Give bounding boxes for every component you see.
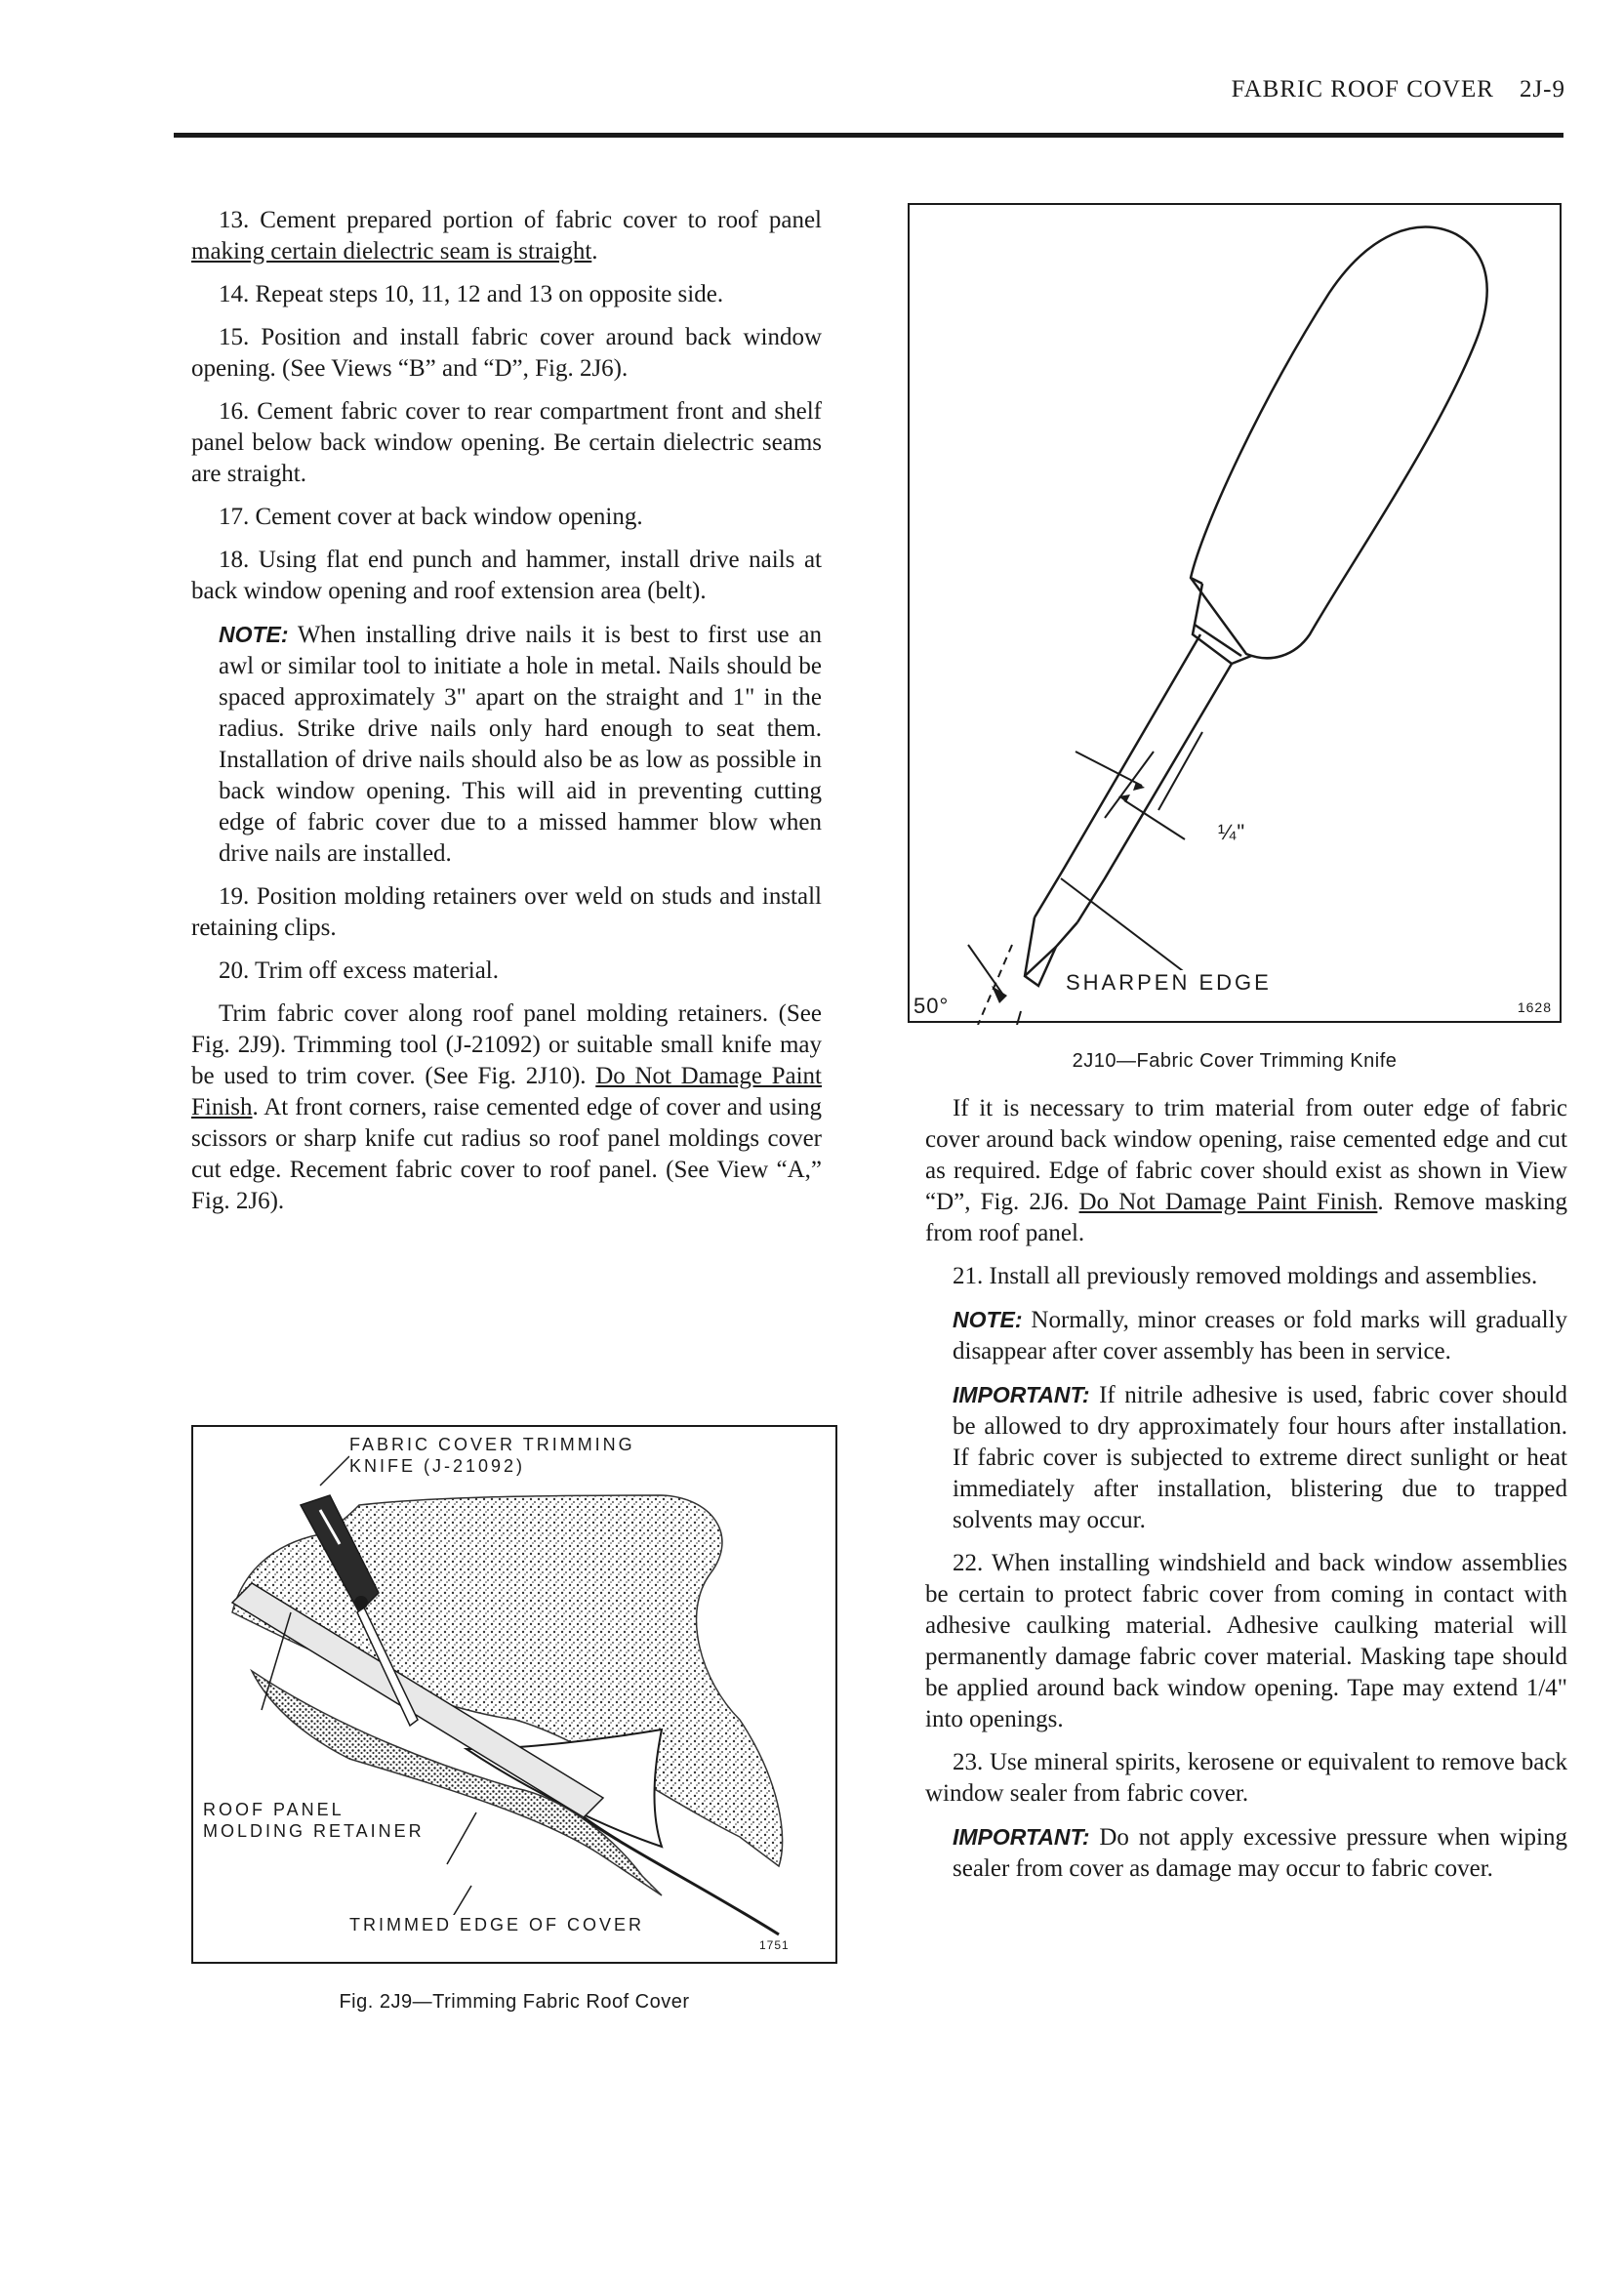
right-column: [925, 1093, 1567, 1896]
caption-2j9: Fig. 2J9—Trimming Fabric Roof Cover: [339, 1991, 690, 2013]
step-16: 16. Cement fabric cover to rear compartment front and shelf panel below back window opening. Be certain dielectric seams are straight.: [191, 398, 822, 487]
label-retainer-line2: MOLDING RETAINER: [203, 1821, 425, 1841]
label-angle: 50°: [914, 994, 950, 1018]
page-number: 2J-9: [1519, 76, 1565, 102]
important-pressure: IMPORTANT: Do not apply excessive pressure when wiping sealer from cover as damage may occur to fabric cover.: [953, 1824, 1567, 1882]
step-14: 14. Repeat steps 10, 11, 12 and 13 on opposite side.: [219, 281, 724, 307]
page-header: [1232, 76, 1565, 103]
figure-2j9: [191, 1425, 837, 1964]
note-drive-nails: NOTE: When installing drive nails it is best to first use an awl or similar tool to initiate a hole in metal. Nails should be spaced approximately 3" apart on the straight and 1" in the radius. Strike drive nails only hard enough to seat them. Installation of drive nails should also be as low as possible in back window opening. This will aid in preventing cutting edge of fabric cover due to a missed hammer blow when drive nails are installed.: [219, 622, 822, 867]
knife-illustration: [910, 205, 1563, 1025]
label-sharpen-edge: SHARPEN EDGE: [1066, 970, 1272, 995]
caption-2j10: 2J10—Fabric Cover Trimming Knife: [1072, 1050, 1398, 1072]
trim-paragraph: Trim fabric cover along roof panel molding retainers. (See Fig. 2J9). Trimming tool (J-21092) or suitable small knife may be used to trim cover. (See Fig. 2J10). Do Not Damage Paint Finish. At front corners, raise cemented edge of cover and using scissors or sharp knife cut radius so roof panel moldings cover cut edge. Recement fabric cover to roof panel. (See View “A,” Fig. 2J6).: [191, 1000, 823, 1214]
step-18: 18. Using flat end punch and hammer, install drive nails at back window opening and roof extension area (belt).: [191, 547, 822, 604]
trim-outer-edge-paragraph: If it is necessary to trim material from outer edge of fabric cover around back window opening, raise cemented edge and cut as required. Edge of fabric cover should exist as shown in View “D”, Fig. 2J6. Do Not Damage Paint Finish. Remove masking from roof panel.: [925, 1095, 1568, 1246]
label-knife-line1: FABRIC COVER TRIMMING: [349, 1435, 635, 1454]
important-nitrile: IMPORTANT: If nitrile adhesive is used, fabric cover should be allowed to dry approximately four hours after installation. If fabric cover is subjected to extreme direct sunlight or heat immediately after installation, blistering due to trapped solvents may occur.: [953, 1382, 1567, 1533]
label-quarter-inch: ¼": [1218, 820, 1246, 844]
label-trimmed-edge: TRIMMED EDGE OF COVER: [349, 1915, 645, 1934]
note-creases: NOTE: Normally, minor creases or fold marks will gradually disappear after cover assembly has been in service.: [953, 1307, 1567, 1364]
step-20: 20. Trim off excess material.: [219, 957, 499, 984]
step-19: 19. Position molding retainers over weld on studs and install retaining clips.: [191, 883, 822, 941]
header-title: FABRIC ROOF COVER: [1231, 76, 1494, 102]
step-21: 21. Install all previously removed moldings and assemblies.: [953, 1263, 1538, 1289]
header-rule: [174, 133, 1563, 138]
figure-number-1628: 1628: [1517, 999, 1552, 1015]
step-17: 17. Cement cover at back window opening.: [219, 504, 643, 530]
step-15: 15. Position and install fabric cover around back window opening. (See Views “B” and “D”, Fig. 2J6).: [191, 324, 822, 382]
trimming-illustration: [193, 1427, 839, 1966]
left-column: [191, 205, 822, 1229]
figure-2j10: [908, 203, 1562, 1023]
step-22: 22. When installing windshield and back window assemblies be certain to protect fabric cover from coming in contact with adhesive caulking material. Adhesive caulking material will permanently damage fabric cover material. Masking tape should be applied around back window opening. Tape may extend 1/4" into openings.: [925, 1550, 1567, 1732]
label-retainer-line1: ROOF PANEL: [203, 1800, 345, 1819]
step-13: 13. Cement prepared portion of fabric cover to roof panel making certain dielectric seam is straight.: [191, 207, 822, 265]
step-23: 23. Use mineral spirits, kerosene or equivalent to remove back window sealer from fabric cover.: [925, 1749, 1567, 1807]
label-knife-line2: KNIFE (J-21092): [349, 1456, 526, 1476]
figure-number-1751: 1751: [759, 1938, 790, 1952]
